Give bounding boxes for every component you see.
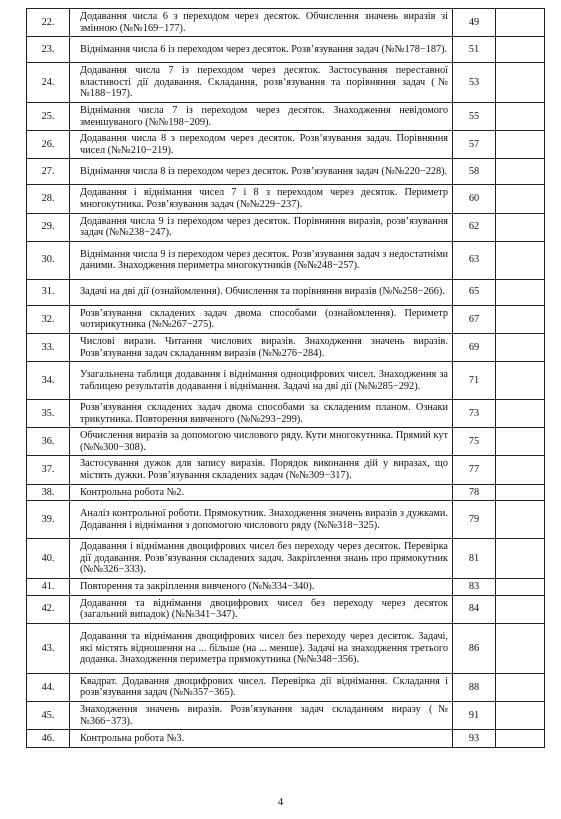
lesson-number: 26. [27, 131, 70, 159]
lesson-page: 91 [453, 702, 496, 730]
page-number: 4 [277, 796, 284, 808]
lesson-page: 57 [453, 131, 496, 159]
table-row [27, 159, 545, 185]
table-row [27, 623, 545, 673]
notes-cell [496, 185, 545, 213]
notes-cell [496, 305, 545, 333]
lesson-number: 28. [27, 185, 70, 213]
lesson-page: 49 [453, 9, 496, 37]
lesson-number: 40. [27, 539, 70, 579]
lesson-topic: Квадрат. Додавання двоцифрових чисел. Перевірка дії віднімання. Складання і розв’язування задач (№№357−365). [70, 673, 453, 701]
lesson-number: 37. [27, 456, 70, 484]
lesson-page: 73 [453, 400, 496, 428]
lesson-topic: Контрольна робота №2. [70, 484, 453, 501]
table-row [27, 579, 545, 596]
lesson-page: 63 [453, 241, 496, 279]
notes-cell [496, 456, 545, 484]
notes-cell [496, 501, 545, 539]
notes-cell [496, 213, 545, 241]
notes-cell [496, 539, 545, 579]
table-row [27, 333, 545, 361]
table-row [27, 279, 545, 305]
lesson-page: 60 [453, 185, 496, 213]
lesson-topic: Розв’язування складених задач двома способами за складеним планом. Ознаки трикутника. Повторення вивченого (№№293−299). [70, 400, 453, 428]
table-row [27, 673, 545, 701]
notes-cell [496, 579, 545, 596]
lesson-page: 93 [453, 730, 496, 748]
lesson-topic: Віднімання числа 6 із переходом через десяток. Розв’язування задач (№№178−187). [70, 37, 453, 63]
table-row [27, 702, 545, 730]
lesson-number: 38. [27, 484, 70, 501]
lesson-topic: Віднімання числа 8 із переходом через десяток. Розв’язування задач (№№220−228). [70, 159, 453, 185]
lesson-plan-table [26, 8, 545, 748]
table-row [27, 37, 545, 63]
lesson-page: 55 [453, 102, 496, 130]
table-row [27, 241, 545, 279]
lesson-number: 36. [27, 428, 70, 456]
lesson-topic: Додавання числа 6 з переходом через десяток. Обчислення значень виразів зі змінною (№№169−177). [70, 9, 453, 37]
lesson-topic: Додавання і віднімання двоцифрових чисел без переходу через десяток. Перевірка дії додавання. Розв’язування складених задач. Закріплення знань про прямокутник (№№326−333). [70, 539, 453, 579]
lesson-number: 23. [27, 37, 70, 63]
lesson-topic: Додавання і віднімання чисел 7 і 8 з переходом через десяток. Периметр многокутника. Розв’язування задач (№№229−237). [70, 185, 453, 213]
lesson-page: 75 [453, 428, 496, 456]
lesson-page: 79 [453, 501, 496, 539]
notes-cell [496, 428, 545, 456]
notes-cell [496, 484, 545, 501]
lesson-number: 29. [27, 213, 70, 241]
lesson-topic: Віднімання числа 9 із переходом через десяток. Розв’язування задач з недостатніми даними. Знаходження периметра многокутників (№№248−257). [70, 241, 453, 279]
notes-cell [496, 241, 545, 279]
lesson-page: 81 [453, 539, 496, 579]
lesson-page: 84 [453, 595, 496, 623]
lesson-number: 33. [27, 333, 70, 361]
lesson-topic: Віднімання числа 7 із переходом через десяток. Знаходження невідомого зменшуваного (№№198−209). [70, 102, 453, 130]
table-row [27, 501, 545, 539]
notes-cell [496, 131, 545, 159]
lesson-page: 83 [453, 579, 496, 596]
lesson-number: 24. [27, 63, 70, 103]
lesson-number: 39. [27, 501, 70, 539]
lesson-topic: Задачі на дві дії (ознайомлення). Обчислення та порівняння виразів (№№258−266). [70, 279, 453, 305]
lesson-number: 46. [27, 730, 70, 748]
lesson-topic: Узагальнена таблиця додавання і віднімання одноцифрових чисел. Знаходження за таблицею результатів додавання і віднімання. Задачі на дві дії (№№285−292). [70, 362, 453, 400]
lesson-topic: Контрольна робота №3. [70, 730, 453, 748]
lesson-page: 69 [453, 333, 496, 361]
notes-cell [496, 400, 545, 428]
table-row [27, 213, 545, 241]
lesson-number: 27. [27, 159, 70, 185]
lesson-page: 67 [453, 305, 496, 333]
lesson-page: 51 [453, 37, 496, 63]
lesson-page: 77 [453, 456, 496, 484]
table-row [27, 9, 545, 37]
notes-cell [496, 595, 545, 623]
notes-cell [496, 730, 545, 748]
notes-cell [496, 333, 545, 361]
notes-cell [496, 673, 545, 701]
table-row [27, 456, 545, 484]
table-row [27, 362, 545, 400]
lesson-page: 88 [453, 673, 496, 701]
table-row [27, 185, 545, 213]
notes-cell [496, 9, 545, 37]
lesson-topic: Додавання числа 9 із переходом через десяток. Порівняння виразів, розв’язування задач (№№238−247). [70, 213, 453, 241]
lesson-topic: Аналіз контрольної роботи. Прямокутник. Знаходження значень виразів з дужками. Додавання і віднімання з допомогою числового ряду (№№318−325). [70, 501, 453, 539]
lesson-page: 65 [453, 279, 496, 305]
lesson-topic: Числові вирази. Читання числових виразів. Знаходження значень виразів. Розв’язування задач складанням виразів (№№276−284). [70, 333, 453, 361]
table-row [27, 63, 545, 103]
table-row [27, 102, 545, 130]
lesson-number: 25. [27, 102, 70, 130]
lesson-page: 71 [453, 362, 496, 400]
notes-cell [496, 702, 545, 730]
table-row [27, 305, 545, 333]
table-row [27, 131, 545, 159]
lesson-number: 35. [27, 400, 70, 428]
lesson-number: 42. [27, 595, 70, 623]
lesson-plan-rows [27, 9, 545, 748]
lesson-page: 53 [453, 63, 496, 103]
lesson-number: 43. [27, 623, 70, 673]
lesson-topic: Знаходження значень виразів. Розв’язування задач складанням виразу (№№366−373). [70, 702, 453, 730]
table-row [27, 595, 545, 623]
lesson-number: 32. [27, 305, 70, 333]
lesson-number: 41. [27, 579, 70, 596]
lesson-page: 58 [453, 159, 496, 185]
table-row [27, 539, 545, 579]
table-row [27, 428, 545, 456]
notes-cell [496, 623, 545, 673]
notes-cell [496, 362, 545, 400]
notes-cell [496, 159, 545, 185]
notes-cell [496, 279, 545, 305]
lesson-topic: Додавання числа 8 з переходом через десяток. Розв’язування задач. Порівняння чисел (№№210−219). [70, 131, 453, 159]
lesson-topic: Повторення та закріплення вивченого (№№334−340). [70, 579, 453, 596]
table-row [27, 400, 545, 428]
lesson-page: 62 [453, 213, 496, 241]
notes-cell [496, 102, 545, 130]
lesson-number: 30. [27, 241, 70, 279]
notes-cell [496, 63, 545, 103]
lesson-topic: Додавання та віднімання двоцифрових чисел без переходу через десяток. Задачі, які містять відношення на ... більше (на ... менше). Задачі на знаходження третього доданка. Знаходження периметра прямокутника (№№348−356). [70, 623, 453, 673]
lesson-page: 78 [453, 484, 496, 501]
lesson-number: 31. [27, 279, 70, 305]
table-row [27, 730, 545, 748]
lesson-page: 86 [453, 623, 496, 673]
table-row [27, 484, 545, 501]
lesson-number: 22. [27, 9, 70, 37]
notes-cell [496, 37, 545, 63]
lesson-number: 44. [27, 673, 70, 701]
lesson-number: 45. [27, 702, 70, 730]
lesson-topic: Застосування дужок для запису виразів. Порядок виконання дій у виразах, що містять дужки. Розв’язування складених задач (№№309−317). [70, 456, 453, 484]
lesson-number: 34. [27, 362, 70, 400]
lesson-topic: Розв’язування складених задач двома способами (ознайомлення). Периметр чотирикутника (№№267−275). [70, 305, 453, 333]
lesson-topic: Додавання числа 7 із переходом через десяток. Застосування переставної властивості дії додавання. Складання, розв’язування та порівняння задач (№№188−197). [70, 63, 453, 103]
lesson-topic: Додавання та віднімання двоцифрових чисел без переходу через десяток (загальний випадок) (№№341−347). [70, 595, 453, 623]
lesson-topic: Обчислення виразів за допомогою числового ряду. Кути многокутника. Прямий кут (№№300−308). [70, 428, 453, 456]
